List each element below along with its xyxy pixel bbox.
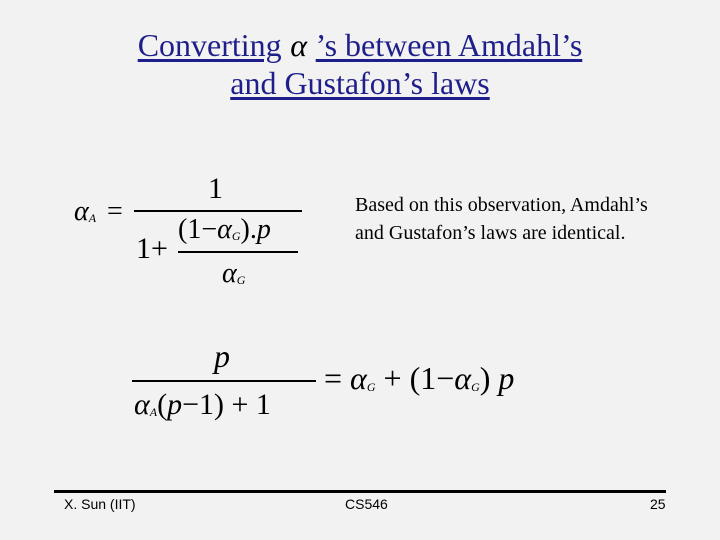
footer-course: CS546 bbox=[345, 496, 388, 512]
formula1-inner-numerator bbox=[178, 214, 271, 246]
formula1-main-bar bbox=[134, 210, 302, 212]
formula2-rhs-sub2: G bbox=[471, 380, 480, 394]
formula2-rhs-plus: + (1− bbox=[383, 360, 455, 396]
title-line-1 bbox=[0, 26, 720, 64]
alpha-symbol: α bbox=[290, 27, 308, 63]
formula1-alpha-sub: A bbox=[88, 211, 97, 225]
inner-p: p bbox=[256, 214, 271, 245]
inner-close: ). bbox=[240, 214, 257, 245]
formula1-equals: = bbox=[107, 196, 123, 227]
formula2-denominator bbox=[134, 388, 271, 422]
inner-den-alpha: α bbox=[222, 258, 237, 289]
inner-open: (1− bbox=[178, 214, 218, 245]
formula2-rhs-alpha2: α bbox=[454, 360, 472, 396]
formula2-equals: = bbox=[324, 360, 343, 396]
formula2-rhs-alpha1: α bbox=[350, 360, 367, 396]
formula2-numerator: p bbox=[214, 338, 230, 374]
formula2-den-alpha: α bbox=[134, 388, 150, 421]
formula2-rhs-p: p bbox=[498, 360, 515, 396]
formula1-alpha: α bbox=[74, 196, 89, 227]
title-text-before: Converting bbox=[137, 27, 282, 63]
formula2-den-open: ( bbox=[157, 388, 168, 421]
slide-title bbox=[0, 26, 720, 102]
formula1-one-plus: 1+ bbox=[136, 232, 168, 265]
title-line-2-text: and Gustafon’s laws bbox=[230, 65, 490, 101]
inner-den-alpha-sub: G bbox=[236, 273, 246, 287]
title-line-2 bbox=[0, 64, 720, 102]
formula1-lhs bbox=[74, 196, 123, 228]
formula2-rhs-close: ) bbox=[479, 360, 491, 396]
footer-divider bbox=[54, 490, 666, 493]
inner-alpha: α bbox=[217, 214, 232, 245]
footer-author: X. Sun (IIT) bbox=[64, 496, 136, 512]
formula2-den-rest: −1) + 1 bbox=[182, 388, 271, 421]
formula1-inner-denominator bbox=[222, 258, 245, 290]
footer-page-number: 25 bbox=[650, 496, 666, 512]
formula2-rhs bbox=[324, 360, 514, 397]
formula2-den-sub: A bbox=[149, 405, 158, 419]
observation-note: Based on this observation, Amdahl’s and Gustafon’s laws are identical. bbox=[355, 194, 648, 244]
inner-alpha-sub: G bbox=[231, 229, 241, 243]
formula1-numerator: 1 bbox=[208, 172, 223, 205]
formula2-den-p: p bbox=[167, 388, 183, 421]
formula2-rhs-sub1: G bbox=[366, 380, 376, 394]
formula2-bar bbox=[132, 380, 316, 382]
title-text-after: ’s between Amdahl’s bbox=[315, 27, 583, 63]
formula1-inner-bar bbox=[178, 251, 298, 253]
